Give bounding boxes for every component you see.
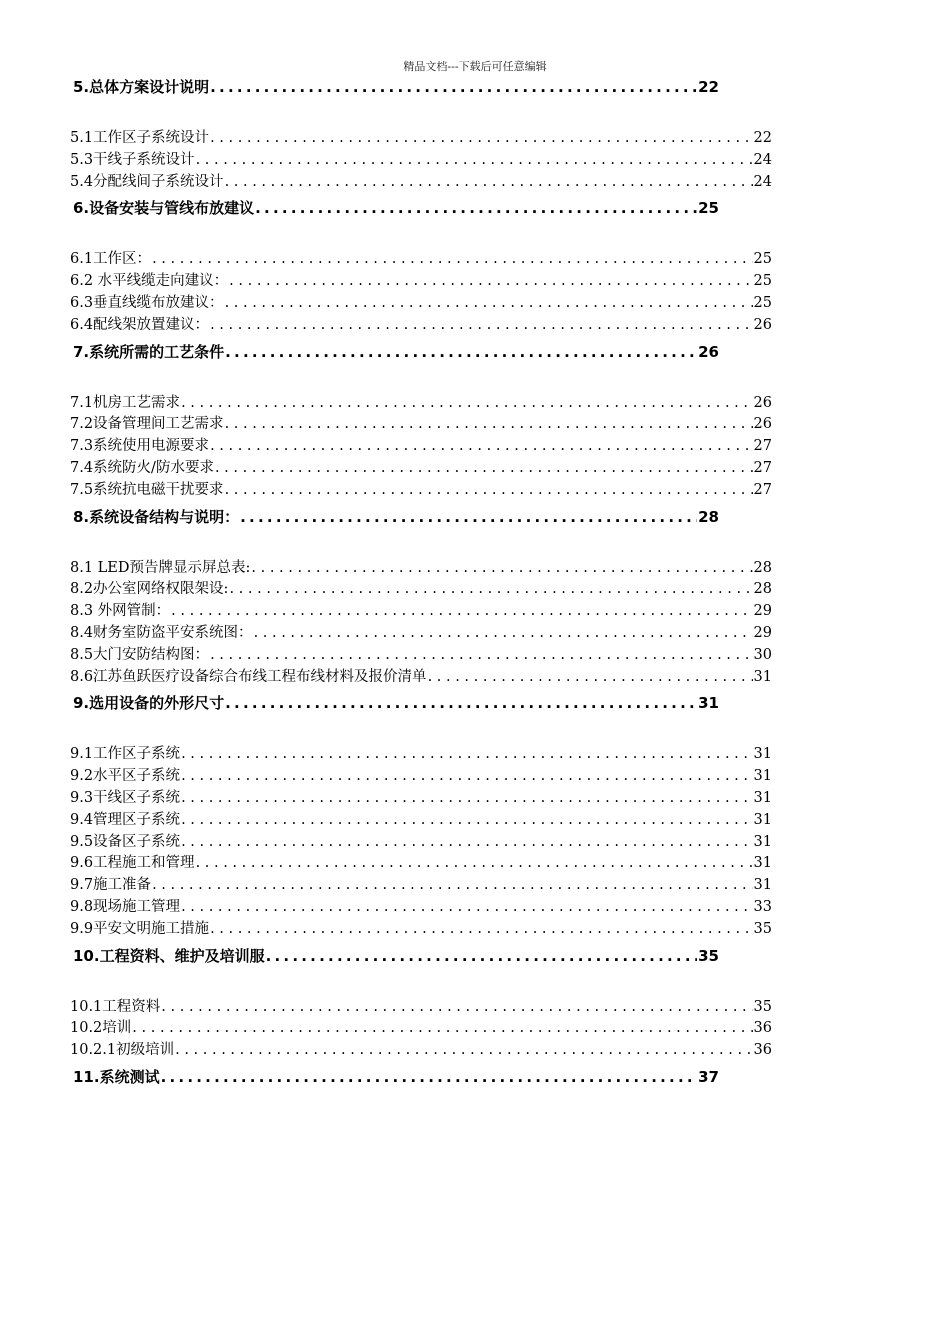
toc-leader bbox=[210, 315, 752, 337]
toc-entry-9-6[interactable] bbox=[70, 853, 772, 875]
toc-page: 24 bbox=[753, 173, 772, 190]
toc-leader bbox=[132, 1018, 752, 1040]
toc-page: 31 bbox=[753, 833, 772, 850]
toc-page: 25 bbox=[753, 273, 772, 290]
toc-page: 31 bbox=[698, 694, 719, 713]
header-watermark: 精品文档---下载后可任意编辑 bbox=[403, 60, 547, 73]
toc-entry-9[interactable] bbox=[70, 688, 719, 718]
toc-leader bbox=[254, 623, 753, 645]
toc-leader bbox=[210, 72, 697, 102]
toc-title: 9.选用设备的外形尺寸 bbox=[73, 694, 225, 713]
toc-title: 9.4管理区子系统 bbox=[70, 811, 181, 828]
toc-entry-5[interactable] bbox=[70, 72, 719, 102]
toc-page: 25 bbox=[753, 251, 772, 268]
toc-leader bbox=[171, 601, 752, 623]
toc-page: 26 bbox=[753, 416, 772, 433]
toc-leader bbox=[255, 193, 697, 223]
toc-entry-10-2-1[interactable] bbox=[70, 1040, 772, 1062]
toc-entry-6-1[interactable] bbox=[70, 249, 772, 271]
toc-entry-11[interactable] bbox=[70, 1062, 719, 1092]
toc-title: 10.工程资料、维护及培训服 bbox=[73, 946, 265, 965]
toc-entry-7-2[interactable] bbox=[70, 414, 772, 436]
toc-title: 10.2.1初级培训 bbox=[70, 1042, 175, 1059]
toc-leader bbox=[152, 249, 752, 271]
toc-leader bbox=[196, 853, 753, 875]
toc-title: 10.2培训 bbox=[70, 1020, 132, 1037]
toc-leader bbox=[181, 897, 752, 919]
toc-entry-6[interactable] bbox=[70, 193, 719, 223]
toc-title: 8.系统设备结构与说明： bbox=[73, 507, 240, 526]
toc-entry-10-1[interactable] bbox=[70, 997, 772, 1019]
toc-page: 29 bbox=[753, 624, 772, 641]
toc-entry-9-2[interactable] bbox=[70, 766, 772, 788]
toc-leader bbox=[251, 558, 752, 580]
toc-page: 30 bbox=[753, 646, 772, 663]
toc-entry-9-3[interactable] bbox=[70, 788, 772, 810]
toc-title: 7.3系统使用电源要求 bbox=[70, 438, 210, 455]
toc-title: 6.3垂直线缆布放建议： bbox=[70, 294, 224, 311]
toc-title: 7.4系统防火/防水要求 bbox=[70, 459, 214, 476]
toc-entry-5-4[interactable] bbox=[70, 172, 772, 194]
toc-leader bbox=[175, 1040, 752, 1062]
toc-title: 6.2 水平线缆走向建议： bbox=[70, 273, 229, 290]
toc-page: 31 bbox=[753, 768, 772, 785]
toc-page: 28 bbox=[753, 581, 772, 598]
toc-entry-10-2[interactable] bbox=[70, 1018, 772, 1040]
toc-leader bbox=[161, 1062, 698, 1092]
toc-leader bbox=[161, 997, 752, 1019]
toc-page: 31 bbox=[753, 855, 772, 872]
toc-page: 37 bbox=[698, 1067, 719, 1086]
toc-entry-8[interactable] bbox=[70, 502, 719, 532]
toc-leader bbox=[225, 480, 753, 502]
toc-page: 25 bbox=[753, 294, 772, 311]
toc-page: 33 bbox=[753, 898, 772, 915]
toc-entry-6-3[interactable] bbox=[70, 293, 772, 315]
toc-title: 5.总体方案设计说明 bbox=[73, 78, 210, 96]
toc-entry-7-3[interactable] bbox=[70, 436, 772, 458]
toc-title: 8.6江苏鱼跃医疗设备综合布线工程布线材料及报价清单 bbox=[70, 668, 427, 685]
toc-page: 28 bbox=[753, 559, 772, 576]
toc-entry-9-9[interactable] bbox=[70, 919, 772, 941]
toc-leader bbox=[229, 271, 752, 293]
toc-title: 10.1工程资料 bbox=[70, 998, 161, 1015]
toc-entry-8-1[interactable] bbox=[70, 558, 772, 580]
toc-page: 36 bbox=[753, 1042, 772, 1059]
toc-title: 5.3干线子系统设计 bbox=[70, 151, 195, 168]
toc-leader bbox=[428, 667, 753, 689]
toc-leader bbox=[181, 810, 752, 832]
toc-page: 27 bbox=[753, 459, 772, 476]
toc-entry-7-1[interactable] bbox=[70, 393, 772, 415]
toc-title: 6.1工作区： bbox=[70, 251, 152, 268]
toc-leader bbox=[181, 766, 752, 788]
toc-title: 5.1工作区子系统设计 bbox=[70, 130, 210, 146]
toc-entry-8-5[interactable] bbox=[70, 645, 772, 667]
toc-leader bbox=[225, 688, 697, 718]
toc-page: 31 bbox=[753, 789, 772, 806]
toc-title: 7.1机房工艺需求 bbox=[70, 394, 181, 411]
toc-leader bbox=[181, 832, 752, 854]
toc-page: 29 bbox=[753, 603, 772, 620]
toc-leader bbox=[225, 293, 753, 315]
toc-page: 31 bbox=[753, 811, 772, 828]
toc-title: 7.系统所需的工艺条件 bbox=[73, 342, 225, 361]
toc-entry-9-1[interactable] bbox=[70, 744, 772, 766]
toc-entry-8-3[interactable] bbox=[70, 601, 772, 623]
toc-entry-6-2[interactable] bbox=[70, 271, 772, 293]
toc-entry-6-4[interactable] bbox=[70, 315, 772, 337]
toc-entry-7[interactable] bbox=[70, 337, 719, 367]
toc-page: 24 bbox=[753, 151, 772, 168]
toc-leader bbox=[210, 128, 752, 150]
toc-title: 7.2设备管理间工艺需求 bbox=[70, 416, 224, 433]
toc-title: 6.设备安装与管线布放建议 bbox=[73, 199, 255, 218]
toc-entry-9-7[interactable] bbox=[70, 875, 772, 897]
toc-title: 9.3干线区子系统 bbox=[70, 789, 181, 806]
toc-title: 8.4财务室防盗平安系统图： bbox=[70, 624, 253, 641]
toc-leader bbox=[152, 875, 752, 897]
toc-page: 25 bbox=[698, 199, 719, 218]
toc-leader bbox=[229, 579, 752, 601]
toc-page: 31 bbox=[753, 877, 772, 894]
toc-title: 8.5大门安防结构图： bbox=[70, 646, 210, 663]
toc-entry-10[interactable] bbox=[70, 941, 719, 971]
toc-title: 9.6工程施工和管理 bbox=[70, 855, 195, 872]
toc-page: 22 bbox=[698, 78, 719, 96]
toc-leader bbox=[181, 788, 752, 810]
toc-title: 7.5系统抗电磁干扰要求 bbox=[70, 481, 224, 498]
toc-title: 9.7施工准备 bbox=[70, 877, 152, 894]
toc-entry-8-2[interactable] bbox=[70, 579, 772, 601]
toc-entry-8-6[interactable] bbox=[70, 667, 772, 689]
toc-title: 9.5设备区子系统 bbox=[70, 833, 181, 850]
toc-page: 35 bbox=[698, 946, 719, 965]
toc-leader bbox=[210, 436, 752, 458]
toc-leader bbox=[181, 393, 752, 415]
toc-leader bbox=[225, 337, 697, 367]
toc-title: 11.系统测试 bbox=[73, 1067, 160, 1086]
toc-page: 27 bbox=[753, 438, 772, 455]
toc-leader bbox=[210, 919, 752, 941]
toc-page: 26 bbox=[753, 394, 772, 411]
toc-title: 5.4分配线间子系统设计 bbox=[70, 173, 224, 190]
toc-entry-7-5[interactable] bbox=[70, 480, 772, 502]
toc-entry-9-5[interactable] bbox=[70, 832, 772, 854]
toc-page: 28 bbox=[698, 507, 719, 526]
toc-entry-7-4[interactable] bbox=[70, 458, 772, 480]
toc-page: 26 bbox=[753, 316, 772, 333]
toc-page: 35 bbox=[753, 920, 772, 937]
toc-page: 31 bbox=[753, 746, 772, 763]
toc-leader bbox=[210, 645, 752, 667]
toc-entry-5-1[interactable] bbox=[70, 128, 772, 150]
toc-title: 9.8现场施工管理 bbox=[70, 898, 181, 915]
toc-leader bbox=[196, 150, 753, 172]
toc-page: 31 bbox=[753, 668, 772, 685]
toc-title: 8.2办公室网络权限架设: bbox=[70, 581, 229, 598]
toc-leader bbox=[240, 502, 697, 532]
toc-leader bbox=[181, 744, 752, 766]
table-of-contents bbox=[70, 72, 772, 1092]
toc-leader bbox=[225, 172, 753, 194]
toc-title: 8.1 LED预告牌显示屏总表: bbox=[70, 559, 251, 576]
toc-leader bbox=[225, 414, 753, 436]
toc-leader bbox=[266, 941, 698, 971]
toc-title: 8.3 外网管制： bbox=[70, 603, 171, 620]
toc-title: 9.2水平区子系统 bbox=[70, 768, 181, 785]
toc-page: 35 bbox=[753, 998, 772, 1015]
toc-title: 6.4配线架放置建议： bbox=[70, 316, 210, 333]
toc-entry-5-3[interactable] bbox=[70, 150, 772, 172]
toc-entry-9-4[interactable] bbox=[70, 810, 772, 832]
toc-entry-8-4[interactable] bbox=[70, 623, 772, 645]
toc-title: 9.1工作区子系统 bbox=[70, 746, 181, 763]
toc-page: 26 bbox=[698, 342, 719, 361]
toc-page: 22 bbox=[753, 130, 772, 146]
toc-title: 9.9平安文明施工措施 bbox=[70, 920, 210, 937]
toc-entry-9-8[interactable] bbox=[70, 897, 772, 919]
toc-page: 36 bbox=[753, 1020, 772, 1037]
toc-leader bbox=[215, 458, 753, 480]
toc-page: 27 bbox=[753, 481, 772, 498]
